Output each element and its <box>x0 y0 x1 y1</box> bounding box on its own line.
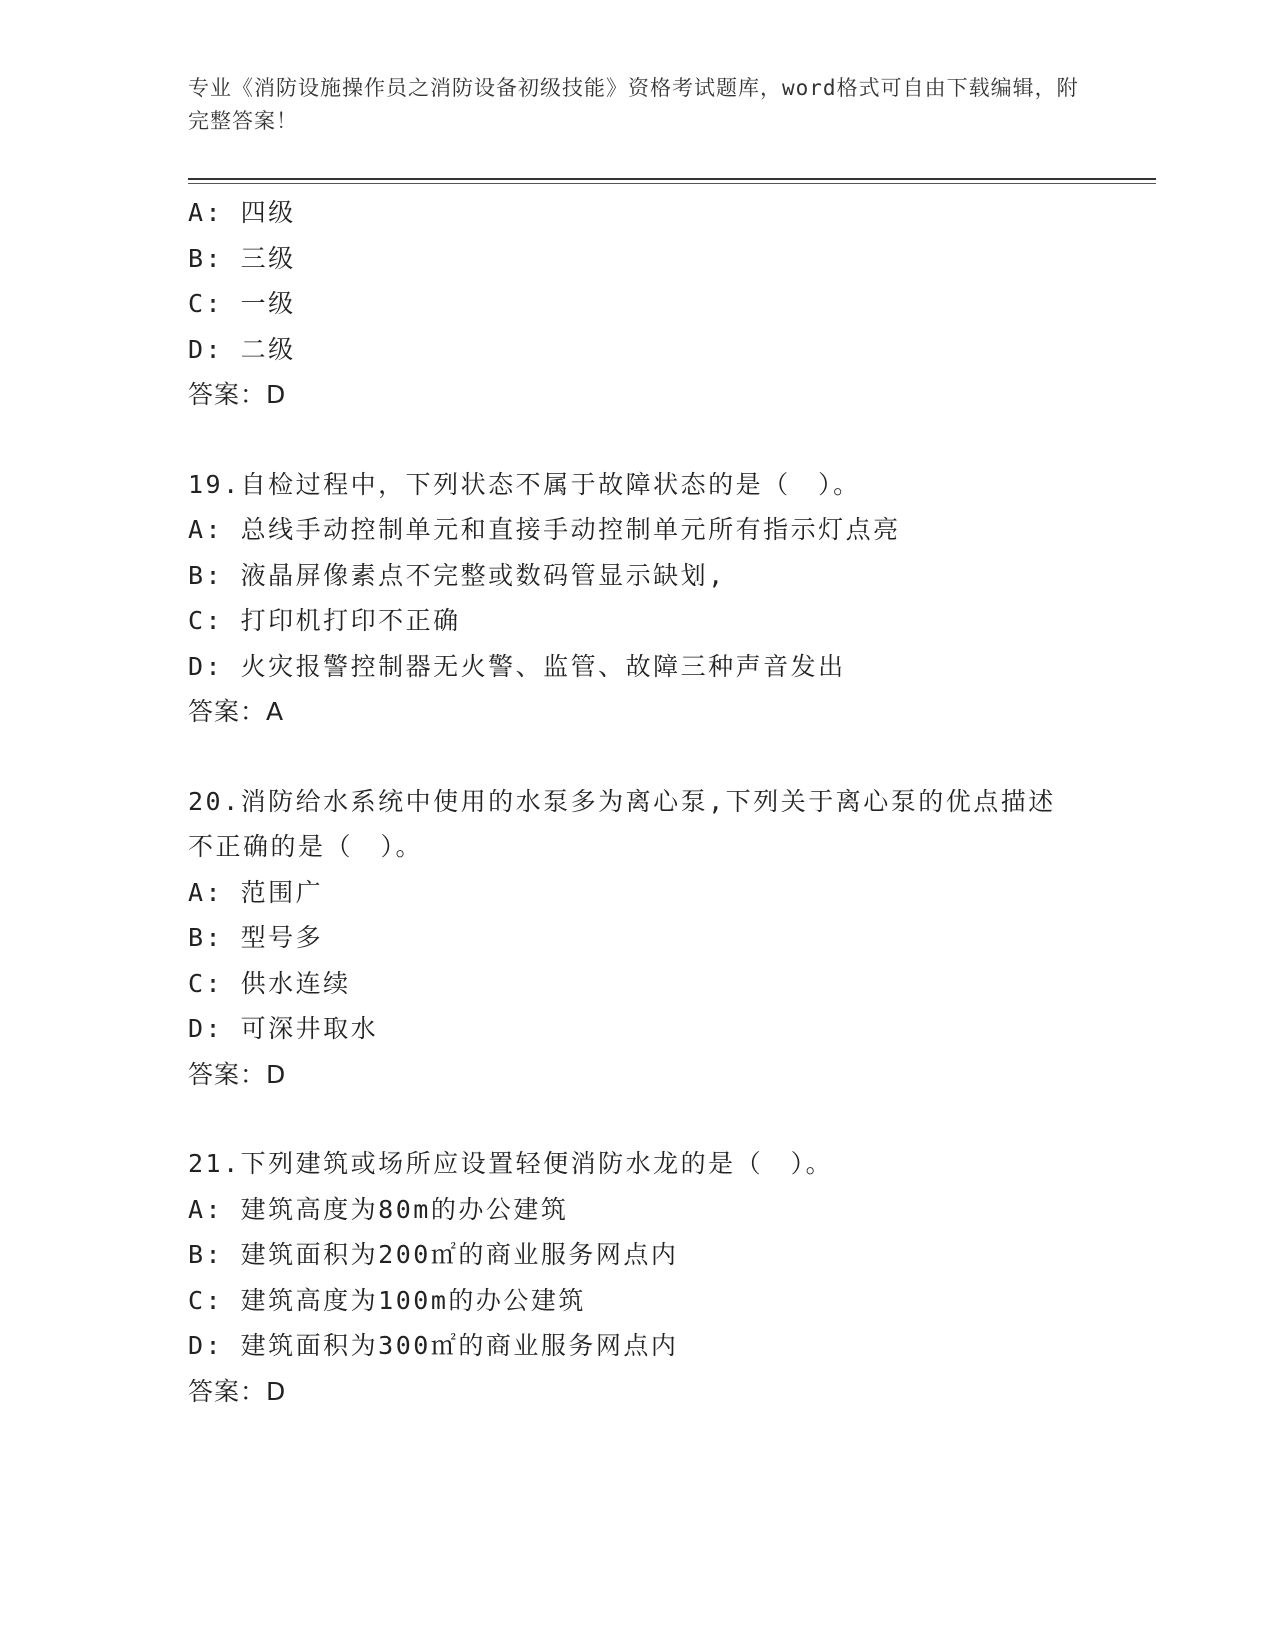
answer-line: 答案：D <box>188 1059 287 1089</box>
answer-line: 答案：D <box>188 1376 287 1406</box>
question-stem: 20.消防给水系统中使用的水泵多为离心泵,下列关于离心泵的优点描述不正确的是（ ）。 <box>188 786 1056 861</box>
question-21 <box>188 1141 1088 1414</box>
header-divider-thick <box>188 178 1156 180</box>
answer-line: 答案：A <box>188 697 285 726</box>
question-19 <box>188 462 1088 735</box>
option-a: A: 建筑高度为80m的办公建筑 <box>188 1194 569 1224</box>
option-c: C: 一级 <box>188 289 296 318</box>
option-d: D: 二级 <box>188 334 296 364</box>
option-d: D: 建筑面积为300㎡的商业服务网点内 <box>188 1331 679 1360</box>
option-b: B: 型号多 <box>188 923 324 952</box>
option-b: B: 液晶屏像素点不完整或数码管显示缺划, <box>188 560 726 590</box>
option-d: D: 火灾报警控制器无火警、监管、故障三种声音发出 <box>188 651 846 681</box>
option-c: C: 打印机打印不正确 <box>188 606 461 635</box>
option-a: A: 总线手动控制单元和直接手动控制单元所有指示灯点亮 <box>188 515 901 544</box>
option-c: C: 建筑高度为100m的办公建筑 <box>188 1285 586 1315</box>
option-b: B: 三级 <box>188 243 296 273</box>
document-header: 专业《消防设施操作员之消防设备初级技能》资格考试题库，word格式可自由下载编辑，附完整答案！ <box>188 76 1079 133</box>
option-a: A: 范围广 <box>188 877 324 907</box>
question-stem: 21.下列建筑或场所应设置轻便消防水龙的是（ ）。 <box>188 1149 834 1178</box>
option-a: A: 四级 <box>188 198 296 227</box>
option-b: B: 建筑面积为200㎡的商业服务网点内 <box>188 1240 679 1269</box>
option-d: D: 可深井取水 <box>188 1014 379 1043</box>
question-stem: 19.自检过程中，下列状态不属于故障状态的是（ ）。 <box>188 469 861 499</box>
option-c: C: 供水连续 <box>188 968 351 998</box>
header-divider-thin <box>188 183 1156 184</box>
question-list <box>188 190 1088 1414</box>
question-18-tail <box>188 190 1088 418</box>
question-20 <box>188 779 1088 1098</box>
answer-line: 答案：D <box>188 380 287 409</box>
